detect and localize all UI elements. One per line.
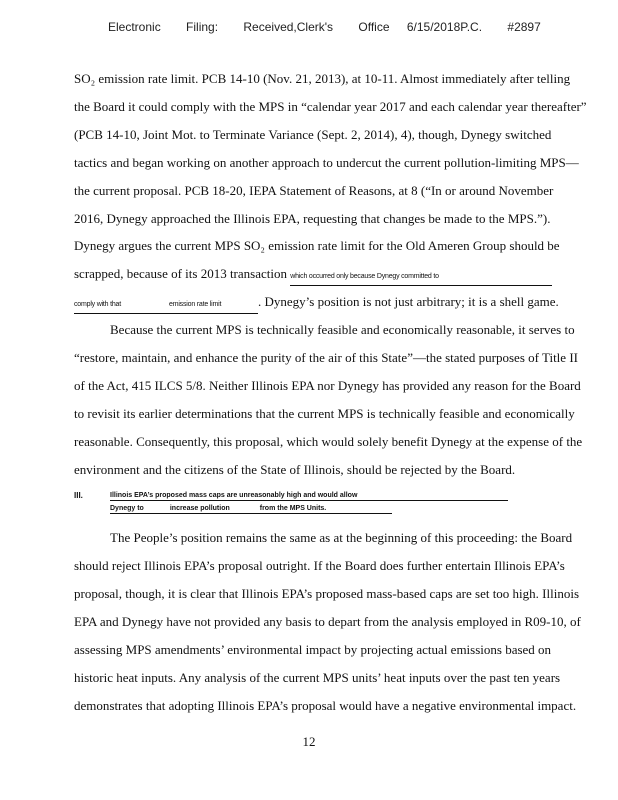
body-line: proposal, though, it is clear that Illinois EPA’s proposed mass-based caps are set too high. Illinois: [74, 586, 580, 601]
header-filing: Filing:: [186, 20, 219, 34]
body-line: “restore, maintain, and enhance the purity of the air of this State”—the stated purposes of Title II: [74, 350, 578, 365]
body-line-text: scrapped, because of its 2013 transaction: [74, 266, 287, 281]
header-received: Received,Clerk's: [243, 20, 334, 34]
body-line: 2016, Dynegy approached the Illinois EPA, requesting that changes be made to the MPS.”).: [74, 211, 551, 226]
header-electronic: Electronic: [108, 20, 161, 34]
section-heading-line-2: [110, 505, 392, 514]
inserted-text-underlined: which occurred only because Dynegy committed to: [290, 269, 552, 286]
body-line-text: . Dynegy’s position is not just arbitrary; it is a shell game.: [258, 294, 559, 309]
body-line: tactics and began working on another approach to undercut the current pollution-limiting MPS—: [74, 155, 579, 170]
body-line: the Board it could comply with the MPS in “calendar year 2017 and each calendar year thereafter”: [74, 99, 587, 114]
header-number: #2897: [507, 20, 541, 34]
header-date: 6/15/2018P.C.: [406, 20, 483, 34]
body-line: to revisit its earlier determinations that the current MPS is technically feasible and economically: [74, 406, 575, 421]
body-line: Dynegy argues the current MPS SO₂ emission rate limit for the Old Ameren Group should be: [74, 238, 560, 253]
body-line-with-insert: [74, 266, 604, 286]
heading-part: from the MPS Units.: [259, 505, 327, 512]
heading-part: Dynegy to: [110, 505, 144, 512]
section-heading-line-1: Illinois EPA’s proposed mass caps are unreasonably high and would allow: [110, 492, 508, 501]
body-line: assessing MPS amendments’ environmental impact by projecting actual emissions based on: [74, 642, 552, 657]
body-line: SO₂ emission rate limit. PCB 14-10 (Nov. 21, 2013), at 10-11. Almost immediately after telling: [74, 71, 571, 86]
body-line: EPA and Dynegy have not provided any basis to depart from the analysis employed in R09-10, of: [74, 614, 581, 629]
inserted-text-underlined: [74, 297, 258, 314]
body-line: demonstrates that adopting Illinois EPA’s proposal would have a negative environmental impact.: [74, 698, 577, 713]
body-line: historic heat inputs. Any analysis of the current MPS units’ heat inputs over the past ten years: [74, 670, 561, 685]
heading-part: increase pollution: [169, 505, 230, 512]
body-line: of the Act, 415 ILCS 5/8. Neither Illinois EPA nor Dynegy has provided any reason for the Board: [74, 378, 581, 393]
body-line: reasonable. Consequently, this proposal, which would solely benefit Dynegy at the expense of the: [74, 434, 583, 449]
header-office: Office: [358, 20, 390, 34]
body-line: the current proposal. PCB 18-20, IEPA Statement of Reasons, at 8 (“In or around November: [74, 183, 554, 198]
page-number: 12: [302, 734, 316, 749]
filing-header: [108, 20, 555, 34]
body-line: should reject Illinois EPA’s proposal outright. If the Board does further entertain Illinois EPA’s: [74, 558, 565, 573]
body-line: (PCB 14-10, Joint Mot. to Terminate Variance (Sept. 2, 2014), 4), though, Dynegy switched: [74, 127, 552, 142]
section-number: III.: [74, 491, 83, 500]
body-line: environment and the citizens of the State of Illinois, should be rejected by the Board.: [74, 462, 516, 477]
inserted-text-b: emission rate limit: [169, 301, 222, 308]
inserted-text-a: comply with that: [74, 301, 121, 308]
body-line: Because the current MPS is technically feasible and economically reasonable, it serves to: [110, 322, 575, 337]
body-line-with-insert: [74, 294, 604, 314]
body-line: The People’s position remains the same as at the beginning of this proceeding: the Board: [110, 530, 573, 545]
